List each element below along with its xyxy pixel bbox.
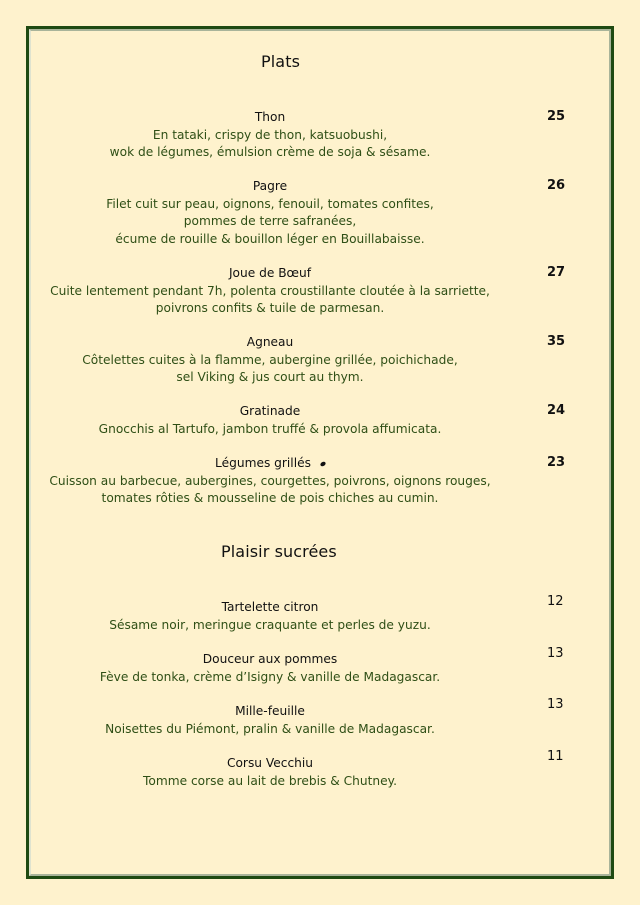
dish-description: Côtelettes cuites à la flamme, aubergine grillée, poichichade, [82,352,458,367]
dish-price: 11 [547,749,564,764]
dish-price: 13 [547,646,564,661]
dish-price: 24 [547,403,566,418]
menu-item-gratinade [30,403,510,438]
dish-name: Thon [254,110,286,124]
vegetarian-leaf-icon [320,460,327,466]
dish-description: wok de légumes, émulsion crème de soja & sésame. [109,145,431,159]
dish-name: Corsu Vecchiu [226,756,314,770]
menu-item-corsu-vecchiu [30,755,510,790]
dish-description: poivrons confits & tuile de parmesan. [155,301,385,315]
dish-price: 27 [547,265,566,280]
dish-description: Tomme corse au lait de brebis & Chutney. [143,773,397,788]
dish-description: Gnocchis al Tartufo, jambon truffé & provola affumicata. [98,421,442,436]
dish-description: En tataki, crispy de thon, katsuobushi, [152,127,388,142]
dish-description: Fève de tonka, crème d’Isigny & vanille de Madagascar. [99,669,441,684]
section-title-plats: Plats [261,52,301,71]
dish-price: 23 [547,455,566,470]
menu-item-mille-feuille [30,703,510,738]
dish-price: 13 [547,697,564,712]
dish-price: 12 [547,594,564,609]
menu-item-pagre [30,178,510,248]
dish-name: Joue de Bœuf [228,266,312,280]
menu-item-joue-de-boeuf [30,265,510,318]
dish-description: sel Viking & jus court au thym. [176,370,364,384]
dish-name: Gratinade [239,404,301,418]
dish-name: Pagre [252,179,288,193]
menu-item-thon [30,109,510,162]
dish-description: Filet cuit sur peau, oignons, fenouil, tomates confites, [106,196,434,211]
dish-price: 35 [547,334,566,349]
menu-item-legumes-grilles [30,455,510,508]
dish-price: 26 [547,178,566,193]
dish-description: Cuite lentement pendant 7h, polenta croustillante cloutée à la sarriette, [50,283,490,298]
dish-description: Noisettes du Piémont, pralin & vanille de Madagascar. [105,721,435,736]
menu-item-agneau [30,334,510,387]
dish-name: Douceur aux pommes [202,652,338,666]
section-title-desserts: Plaisir sucrées [221,542,337,561]
dish-description: Sésame noir, meringue craquante et perles de yuzu. [109,617,431,632]
dish-name-row [30,455,510,473]
dish-name: Mille-feuille [235,704,305,718]
dish-description: pommes de terre safranées, [183,214,357,228]
dish-description: Cuisson au barbecue, aubergines, courgettes, poivrons, oignons rouges, [49,473,491,488]
dish-name: Agneau [246,335,294,349]
dish-description: tomates rôties & mousseline de pois chiches au cumin. [101,491,439,505]
menu-item-tartelette-citron [30,599,510,634]
menu-item-douceur-aux-pommes [30,651,510,686]
dish-price: 25 [547,109,566,124]
dish-name: Tartelette citron [221,600,319,614]
dish-name: Légumes grillés [215,456,311,470]
dish-description: écume de rouille & bouillon léger en Bouillabaisse. [115,231,425,246]
